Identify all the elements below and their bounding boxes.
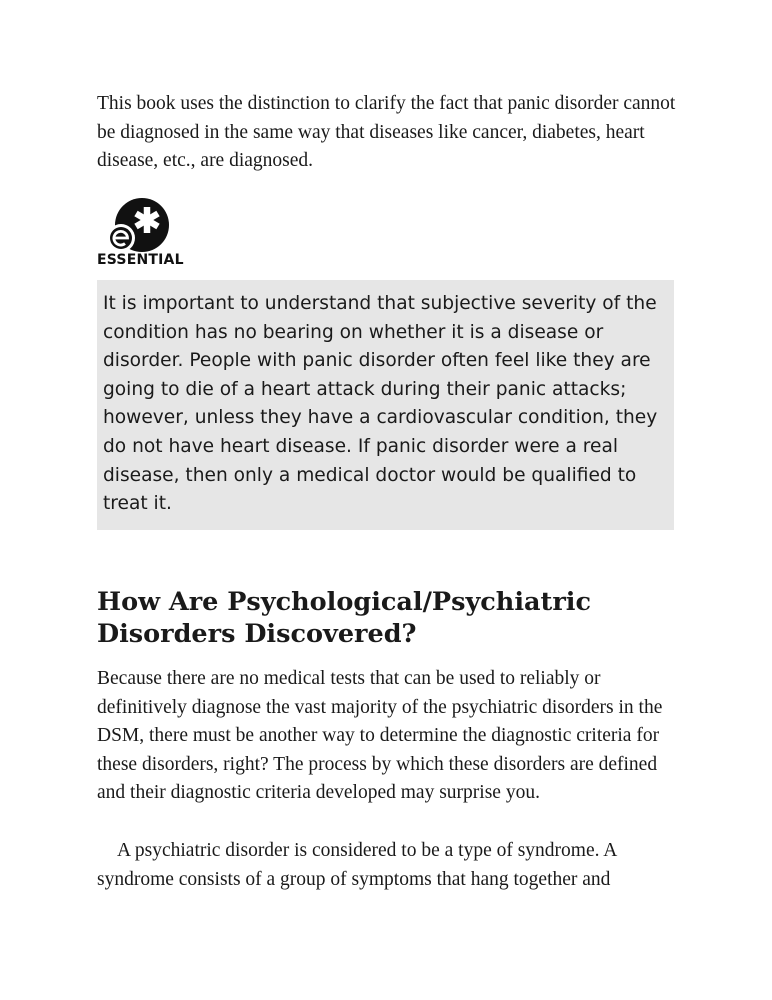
callout-text: It is important to understand that subjective severity of the condition has no bearing on whether it is a disease or disorder. People with panic disorder often feel like they are going to die of a heart attack during their panic attacks; however, unless they have a cardiovascular condition, they do not have heart disease. If panic disorder were a real disease, then only a medical doctor would be qualified to treat it. [103, 293, 658, 515]
essential-callout-box [97, 280, 674, 530]
body-paragraph-1: Because there are no medical tests that can be used to reliably or definitively diagnose the vast majority of the psychiatric disorders in the DSM, there must be another way to determine the diagnostic criteria for these disorders, right? The process by which these disorders are defined and their diagnostic criteria developed may surprise you. [97, 668, 663, 804]
intro-paragraph: This book uses the distinction to clarify the fact that panic disorder cannot be diagnosed in the same way that diseases like cancer, diabetes, heart disease, etc., are diagnosed. [97, 93, 676, 172]
essential-badge [97, 196, 187, 272]
section-heading: How Are Psychological/Psychiatric Disorders Discovered? [97, 587, 591, 649]
essential-label: ESSENTIAL [97, 252, 184, 268]
body-paragraph-2: A psychiatric disorder is considered to be a type of syndrome. A syndrome consists of a group of symptoms that hang together and [97, 840, 617, 890]
essential-e-asterisk-icon [97, 196, 177, 256]
